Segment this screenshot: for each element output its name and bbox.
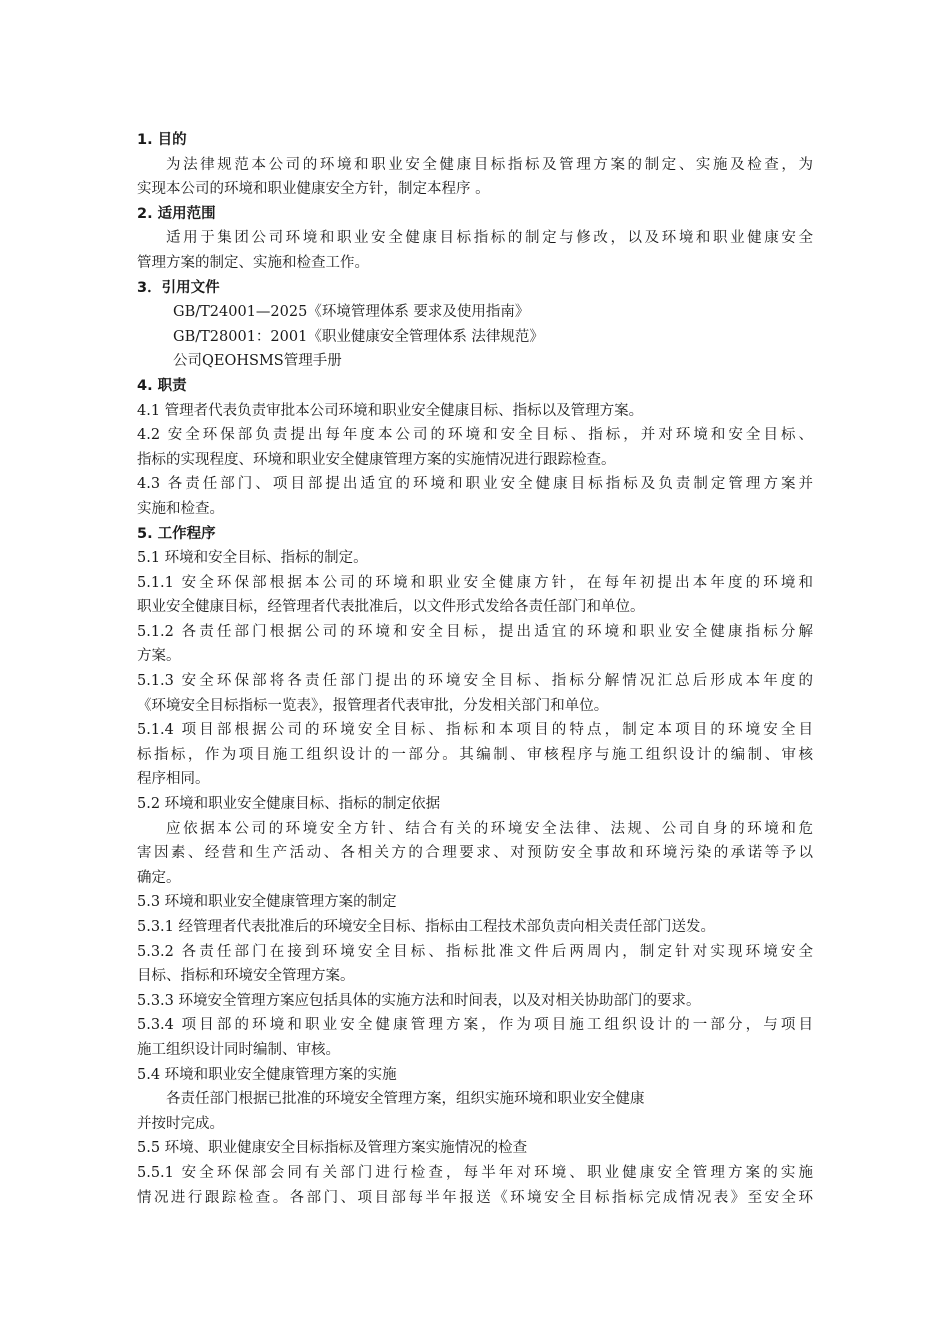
text-line: 5.3.3 环境安全管理方案应包括具体的实施方法和时间表，以及对相关协助部门的要求。 xyxy=(137,992,701,1009)
text-line: 5.3.1 经管理者代表批准后的环境安全目标、指标由工程技术部负责向相关责任部门送发。 xyxy=(137,919,715,935)
text-line: 害因素、经营和生产活动、各相关方的合理要求、对预防安全事故和环境污染的承诺等予以 xyxy=(137,845,813,862)
section-heading: 3．引用文件 xyxy=(137,279,220,296)
text-line: 实施和检查。 xyxy=(137,500,224,517)
text-line: 5.3 环境和职业安全健康管理方案的制定 xyxy=(137,894,397,911)
text-line: 5.4 环境和职业安全健康管理方案的实施 xyxy=(137,1066,397,1083)
text-line: 5.1 环境和安全目标、指标的制定。 xyxy=(137,550,368,567)
text-line: 程序相同。 xyxy=(137,771,210,788)
text-line: 4.1 管理者代表负责审批本公司环境和职业安全健康目标、指标以及管理方案。 xyxy=(137,402,644,419)
text-line: 5.2 环境和职业安全健康目标、指标的制定依据 xyxy=(137,796,441,813)
text-line: 5.3.2 各责任部门在接到环境安全目标、指标批准文件后两周内，制定针对实现环境安全 xyxy=(137,943,813,960)
text-line: 5.1.2 各责任部门根据公司的环境和安全目标，提出适宜的环境和职业安全健康指标分解 xyxy=(137,623,813,640)
text-line: 各责任部门根据已批准的环境安全管理方案，组织实施环境和职业安全健康 xyxy=(166,1091,645,1108)
text-line: 职业安全健康目标，经管理者代表批准后，以文件形式发给各责任部门和单位。 xyxy=(137,599,645,616)
text-line: 确定。 xyxy=(137,869,181,886)
text-line: 5.3.4 项目部的环境和职业安全健康管理方案，作为项目施工组织设计的一部分，与项目 xyxy=(137,1017,813,1034)
section-heading: 5. 工作程序 xyxy=(137,525,216,542)
section-heading: 2. 适用范围 xyxy=(137,205,216,222)
text-line: 情况进行跟踪检查。各部门、项目部每半年报送《环境安全目标指标完成情况表》至安全环 xyxy=(137,1189,813,1206)
section-heading: 4. 职责 xyxy=(137,377,187,394)
text-line: 5.5 环境、职业健康安全目标指标及管理方案实施情况的检查 xyxy=(137,1140,528,1157)
text-line: 实现本公司的环境和职业健康安全方针，制定本程序 。 xyxy=(137,181,490,198)
text-line: 公司QEOHSMS管理手册 xyxy=(173,353,342,370)
text-line: 管理方案的制定、实施和检查工作。 xyxy=(137,254,369,271)
text-line: 目标、指标和环境安全管理方案。 xyxy=(137,968,355,985)
section-heading: 1. 目的 xyxy=(137,132,187,148)
document-body xyxy=(137,128,813,1210)
text-line: 并按时完成。 xyxy=(137,1115,224,1132)
text-line: 施工组织设计同时编制、审核。 xyxy=(137,1041,340,1058)
text-line: 5.5.1 安全环保部会同有关部门进行检查，每半年对环境、职业健康安全管理方案的实施 xyxy=(137,1164,813,1181)
text-line: GB/T28001：2001《职业健康安全管理体系 法律规范》 xyxy=(173,328,544,345)
text-line: 适用于集团公司环境和职业安全健康目标指标的制定与修改，以及环境和职业健康安全 xyxy=(166,230,813,247)
text-line: 指标的实现程度、环境和职业安全健康管理方案的实施情况进行跟踪检查。 xyxy=(137,451,616,468)
text-line: 《环境安全目标指标一览表》，报管理者代表审批，分发相关部门和单位。 xyxy=(137,697,609,714)
text-line: 5.1.1 安全环保部根据本公司的环境和职业安全健康方针，在每年初提出本年度的环境和 xyxy=(137,574,813,591)
text-line: 应依据本公司的环境安全方针、结合有关的环境安全法律、法规、公司自身的环境和危 xyxy=(166,820,813,837)
text-line: GB/T24001—2025《环境管理体系 要求及使用指南》 xyxy=(173,304,530,321)
text-line: 方案。 xyxy=(137,648,181,665)
text-line: 5.1.4 项目部根据公司的环境安全目标、指标和本项目的特点，制定本项目的环境安全目 xyxy=(137,722,813,739)
text-line: 4.2 安全环保部负责提出每年度本公司的环境和安全目标、指标，并对环境和安全目标、 xyxy=(137,427,813,444)
text-line: 为法律规范本公司的环境和职业安全健康目标指标及管理方案的制定、实施及检查，为 xyxy=(166,156,813,173)
text-line: 5.1.3 安全环保部将各责任部门提出的环境安全目标、指标分解情况汇总后形成本年度的 xyxy=(137,673,813,690)
text-line: 标指标，作为项目施工组织设计的一部分。其编制、审核程序与施工组织设计的编制、审核 xyxy=(137,746,813,763)
text-line: 4.3 各责任部门、项目部提出适宜的环境和职业安全健康目标指标及负责制定管理方案并 xyxy=(137,476,813,493)
